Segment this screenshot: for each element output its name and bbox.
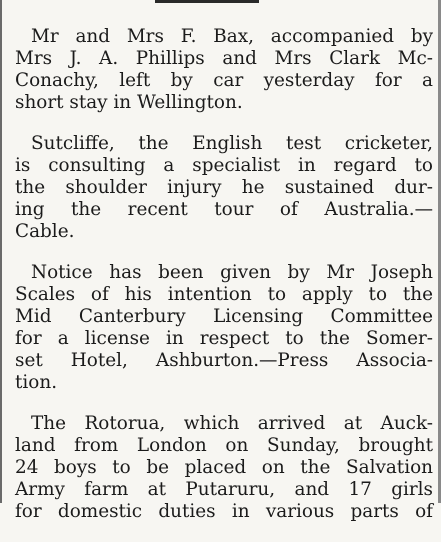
text-line: Scales of his intention to apply to the	[15, 284, 433, 305]
text-line: short stay in Wellington.	[15, 92, 243, 113]
text-line: land from London on Sunday, brought	[15, 435, 433, 456]
text-line: Army farm at Putaruru, and 17 girls	[15, 479, 433, 500]
left-page-edge	[0, 0, 2, 503]
text-line: 24 boys to be placed on the Salvation	[15, 457, 433, 478]
text-line: the shoulder injury he sustained dur-	[15, 177, 433, 198]
text-line: for domestic duties in various parts of	[15, 501, 433, 522]
text-line: set Hotel, Ashburton.—Press Associa-	[15, 350, 433, 371]
text-line: is consulting a specialist in regard to	[15, 155, 433, 176]
text-line: The Rotorua, which arrived at Auck-	[31, 413, 433, 434]
paragraph-bax-visit	[15, 26, 433, 114]
text-line: Mr and Mrs F. Bax, accompanied by	[31, 26, 433, 47]
news-column	[15, 26, 433, 542]
text-line: Mid Canterbury Licensing Committee	[15, 306, 433, 327]
top-column-rule	[155, 0, 259, 3]
text-line: Notice has been given by Mr Joseph	[31, 262, 433, 283]
text-line: Mrs J. A. Phillips and Mrs Clark Mc-	[15, 48, 433, 69]
paragraph-sutcliffe	[15, 133, 433, 243]
paragraph-rotorua-arrival	[15, 413, 433, 523]
text-line: for a license in respect to the Somer-	[15, 328, 433, 349]
paragraph-license-notice	[15, 262, 433, 394]
text-line: tion.	[15, 372, 58, 393]
text-line: ing the recent tour of Australia.—	[15, 199, 433, 220]
text-line: Cable.	[15, 221, 75, 242]
text-line: Conachy, left by car yesterday for a	[15, 70, 433, 91]
text-line: Sutcliffe, the English test cricketer,	[31, 133, 433, 154]
